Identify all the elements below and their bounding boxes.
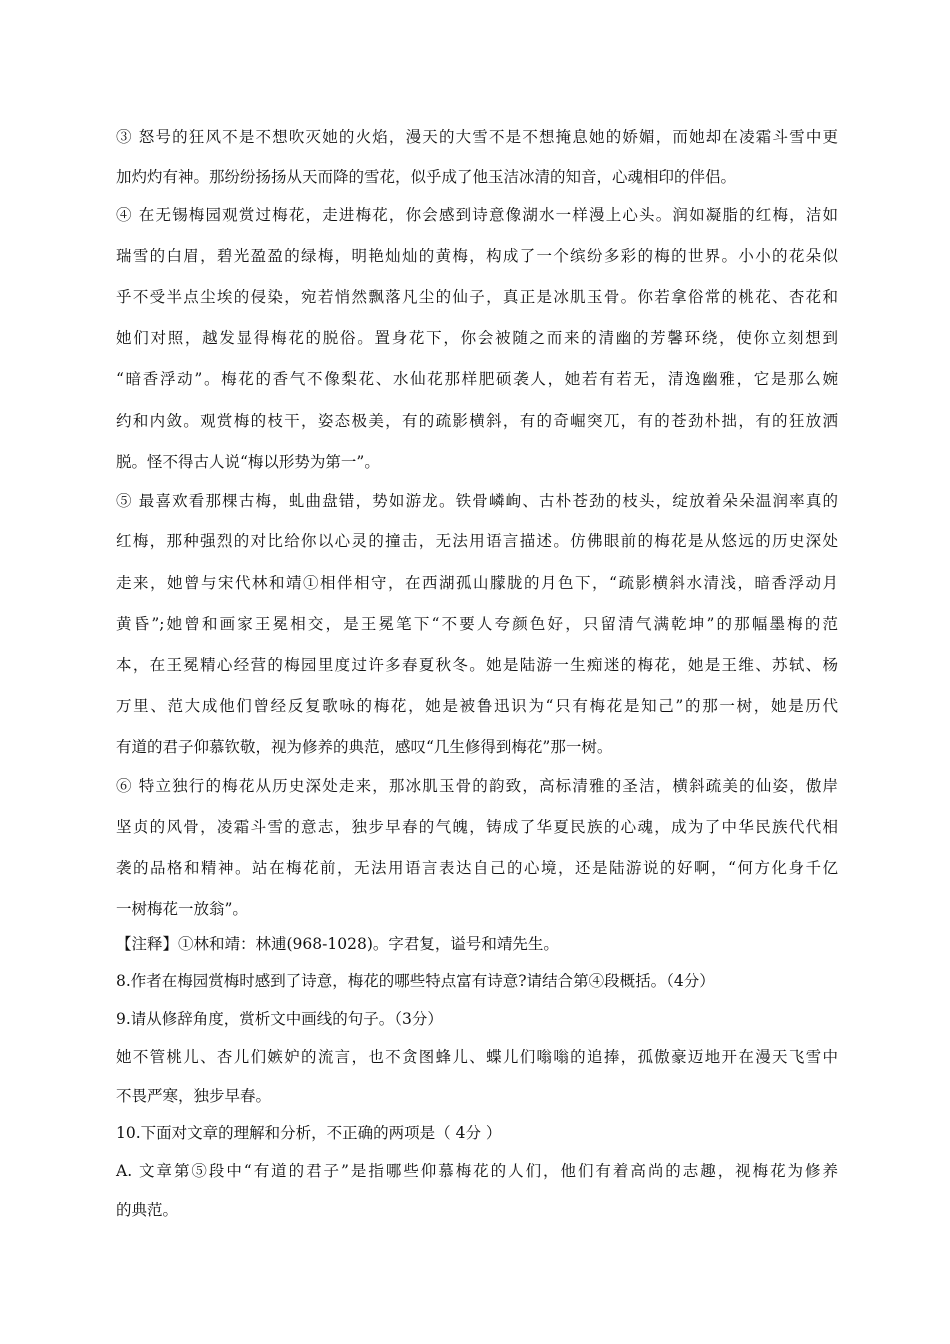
question-8: 8.作者在梅园赏梅时感到了诗意，梅花的哪些特点富有诗意?请结合第④段概括。（4分） — [116, 972, 715, 990]
paragraph-6-line-2: 坚贞的风骨，凌霜斗雪的意志，独步早春的气魄，铸成了华夏民族的心魂，成为了中华民族代代相 — [116, 818, 838, 836]
paragraph-4-line-1: ④ 在无锡梅园观赏过梅花，走进梅花，你会感到诗意像湖水一样漫上心头。润如凝脂的红梅，洁如 — [116, 206, 838, 224]
paragraph-5-line-2: 红梅，那种强烈的对比给你以心灵的撞击，无法用语言描述。仿佛眼前的梅花是从悠远的历史深处 — [116, 532, 838, 550]
paragraph-4-line-2: 瑞雪的白眉，碧光盈盈的绿梅，明艳灿灿的黄梅，构成了一个缤纷多彩的梅的世界。小小的花朵似 — [116, 247, 838, 265]
paragraph-4-line-7: 脱。怪不得古人说“梅以形势为第一”。 — [116, 453, 380, 471]
paragraph-4-line-5: “暗香浮动”。梅花的香气不像梨花、水仙花那样肥硕袭人，她若有若无，清逸幽雅，它是那么婉 — [116, 370, 838, 388]
paragraph-3-line-1: ③ 怒号的狂风不是不想吹灭她的火焰，漫天的大雪不是不想掩息她的娇媚，而她却在凌霜斗雪中更 — [116, 128, 838, 146]
paragraph-6-line-1: ⑥ 特立独行的梅花从历史深处走来，那冰肌玉骨的韵致，高标清雅的圣洁，横斜疏美的仙姿，傲岸 — [116, 777, 838, 795]
paragraph-5-line-3: 走来，她曾与宋代林和靖①相伴相守，在西湖孤山朦胧的月色下，“疏影横斜水清浅，暗香浮动月 — [116, 574, 838, 592]
question-10: 10.下面对文章的理解和分析，不正确的两项是（ 4分 ） — [116, 1124, 502, 1142]
paragraph-5-line-7: 有道的君子仰慕钦敬，视为修养的典范，感叹“几生修得到梅花”那一树。 — [116, 738, 613, 756]
footnote: 【注释】①林和靖：林逋(968-1028)。字君复，谥号和靖先生。 — [116, 935, 559, 953]
quoted-sentence-line-1: 她不管桃儿、杏儿们嫉妒的流言，也不贪图蜂儿、蝶儿们嗡嗡的追捧，孤傲豪迈地开在漫天飞雪中 — [116, 1048, 838, 1066]
option-a-line-2: 的典范。 — [116, 1201, 179, 1219]
paragraph-4-line-6: 约和内敛。观赏梅的枝干，姿态极美，有的疏影横斜，有的奇崛突兀，有的苍劲朴拙，有的狂放洒 — [116, 412, 838, 430]
paragraph-5-line-1: ⑤ 最喜欢看那棵古梅，虬曲盘错，势如游龙。铁骨嶙峋、古朴苍劲的枝头，绽放着朵朵温润率真的 — [116, 492, 838, 510]
question-9: 9.请从修辞角度，赏析文中画线的句子。（3分） — [116, 1010, 443, 1028]
paragraph-4-line-3: 乎不受半点尘埃的侵染，宛若悄然飘落凡尘的仙子，真正是冰肌玉骨。你若拿俗常的桃花、杏花和 — [116, 288, 838, 306]
paragraph-6-line-3: 袭的品格和精神。站在梅花前，无法用语言表达自己的心境，还是陆游说的好啊，“何方化身千亿 — [116, 859, 838, 877]
quoted-sentence-line-2: 不畏严寒，独步早春。 — [116, 1087, 272, 1105]
paragraph-5-line-4: 黄昏”;她曾和画家王冕相交，是王冕笔下“不要人夸颜色好，只留清气满乾坤”的那幅墨梅的范 — [116, 615, 838, 633]
paragraph-5-line-5: 本，在王冕精心经营的梅园里度过许多春夏秋冬。她是陆游一生痴迷的梅花，她是王维、苏轼、杨 — [116, 656, 838, 674]
paragraph-3-line-2: 加灼灼有神。那纷纷扬扬从天而降的雪花，似乎成了他玉洁冰清的知音，心魂相印的伴侣。 — [116, 168, 737, 186]
paragraph-4-line-4: 她们对照，越发显得梅花的脱俗。置身花下，你会被随之而来的清幽的芳馨环绕，使你立刻想到 — [116, 329, 838, 347]
paragraph-6-line-4: 一树梅花一放翁”。 — [116, 900, 248, 918]
paragraph-5-line-6: 万里、范大成他们曾经反复歌咏的梅花，她是被鲁迅识为“只有梅花是知己”的那一树，她是历代 — [116, 697, 838, 715]
option-a-line-1: A. 文章第⑤段中“有道的君子”是指哪些仰慕梅花的人们，他们有着高尚的志趣，视梅花为修养 — [116, 1162, 838, 1180]
